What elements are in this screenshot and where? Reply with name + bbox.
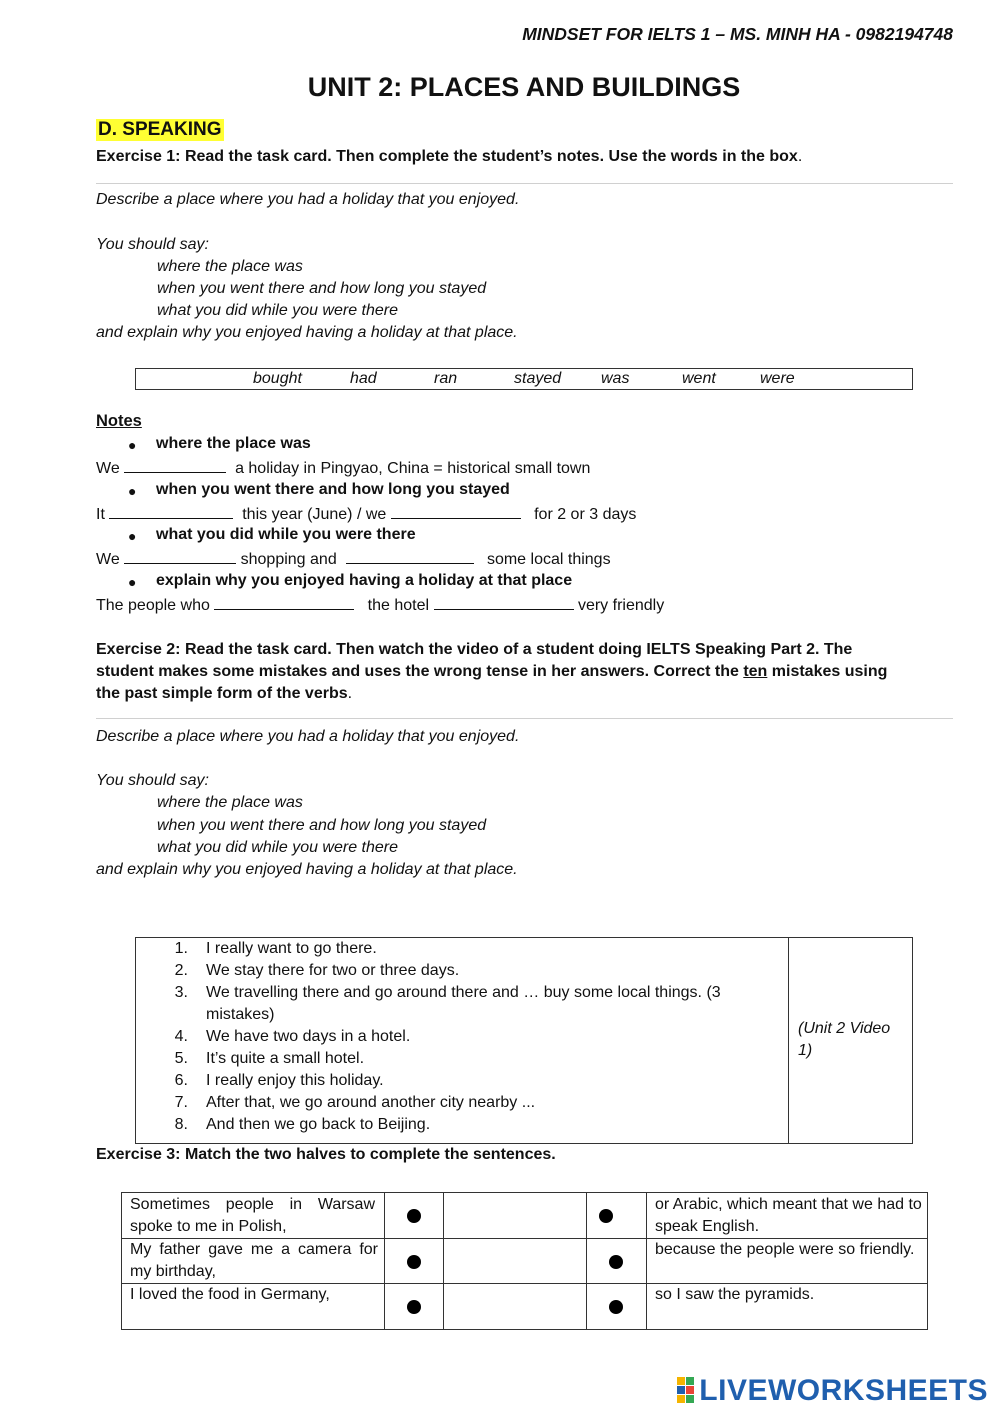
notes-line: We shopping and some local things <box>96 551 611 568</box>
word-option: were <box>760 370 795 387</box>
task-card-say: You should say: <box>96 236 209 253</box>
word-option: ran <box>434 370 458 387</box>
logo-text: LIVEWORKSHEETS <box>699 1374 988 1407</box>
task-card-point: where the place was <box>157 794 303 811</box>
notes-bullet-text: when you went there and how long you stayed <box>156 481 510 498</box>
task-card-point: where the place was <box>157 258 303 275</box>
liveworksheets-logo[interactable] <box>677 1374 988 1408</box>
task-card-point: what you did while you were there <box>157 302 399 319</box>
table-divider <box>443 1193 444 1329</box>
exercise1-instruction: Exercise 1: Read the task card. Then complete the student’s notes. Use the words in the box. <box>96 148 803 165</box>
table-divider <box>586 1193 587 1329</box>
page-header: MINDSET FOR IELTS 1 – MS. MINH HA - 0982194748 <box>522 24 953 44</box>
page-title: UNIT 2: PLACES AND BUILDINGS <box>307 72 741 102</box>
match-dot-right[interactable] <box>609 1300 623 1314</box>
match-right-item: because the people were so friendly. <box>655 1241 915 1258</box>
matching-table <box>121 1192 928 1330</box>
task-card-prompt: Describe a place where you had a holiday that you enjoyed. <box>96 191 520 208</box>
bullet: ● <box>128 437 137 453</box>
notes-line: We a holiday in Pingyao, China = historical small town <box>96 460 591 477</box>
section-heading: D. SPEAKING <box>98 119 222 140</box>
mistakes-table: 1. I really want to go there. 2. We stay there for two or three days. 3. We travelling there and go around there and … buy some local things. (3 mistakes) 4. We have two days in a hotel. 5. It’s quite a small hotel. 6. I really enjoy this holiday. 7. After that, we go around another city nearby ... 8. And then we go back to Beijing. (Unit 2 Video 1) <box>135 937 913 1144</box>
task-card-say: You should say: <box>96 772 209 789</box>
match-dot-left[interactable] <box>407 1255 421 1269</box>
notes-bullet-text: explain why you enjoyed having a holiday at that place <box>156 572 573 589</box>
match-dot-left[interactable] <box>407 1300 421 1314</box>
bullet: ● <box>128 483 137 499</box>
task-card-point: when you went there and how long you stayed <box>157 280 487 297</box>
word-box <box>135 368 913 390</box>
match-left-item: I loved the food in Germany, <box>130 1286 330 1303</box>
word-option: had <box>350 370 377 387</box>
table-divider <box>384 1193 385 1329</box>
notes-line: It this year (June) / we for 2 or 3 days <box>96 506 637 523</box>
word-option: bought <box>253 370 302 387</box>
task-card-explain: and explain why you enjoyed having a holiday at that place. <box>96 324 518 341</box>
exercise3-instruction: Exercise 3: Match the two halves to complete the sentences. <box>96 1146 556 1163</box>
word-option: was <box>601 370 630 387</box>
notes-bullet-text: where the place was <box>156 435 311 452</box>
video-reference: (Unit 2 Video 1) <box>798 1020 891 1059</box>
blank-input[interactable] <box>124 549 236 564</box>
table-divider <box>646 1193 647 1329</box>
match-dot-right[interactable] <box>609 1255 623 1269</box>
task-card-explain: and explain why you enjoyed having a holiday at that place. <box>96 861 518 878</box>
task-card-point: what you did while you were there <box>157 839 399 856</box>
table-divider <box>788 938 789 1143</box>
notes-bullet-text: what you did while you were there <box>156 526 416 543</box>
exercise2-instruction: Exercise 2: Read the task card. Then watch the video of a student doing IELTS Speaking Part 2. The student makes some mistakes and uses the wrong tense in her answers. Correct the ten mistakes using the past simple form of the verbs. <box>96 641 888 702</box>
divider <box>96 718 953 719</box>
task-card-prompt: Describe a place where you had a holiday that you enjoyed. <box>96 728 520 745</box>
task-card-point: when you went there and how long you stayed <box>157 817 487 834</box>
notes-heading: Notes <box>96 412 142 430</box>
notes-line: The people who the hotel very friendly <box>96 597 665 614</box>
blank-input[interactable] <box>391 504 521 519</box>
blank-input[interactable] <box>346 549 474 564</box>
blank-input[interactable] <box>124 458 226 473</box>
match-right-item: or Arabic, which meant that we had to speak English. <box>655 1196 922 1235</box>
blank-input[interactable] <box>214 595 354 610</box>
divider <box>96 183 953 184</box>
liveworksheets-icon <box>677 1377 695 1403</box>
match-left-item: My father gave me a camera for my birthday, <box>130 1241 378 1280</box>
word-option: stayed <box>514 370 562 387</box>
word-option: went <box>682 370 716 387</box>
match-right-item: so I saw the pyramids. <box>655 1286 815 1303</box>
blank-input[interactable] <box>434 595 574 610</box>
bullet: ● <box>128 574 137 590</box>
match-dot-left[interactable] <box>407 1209 421 1223</box>
match-left-item: Sometimes people in Warsaw spoke to me in Polish, <box>130 1196 375 1235</box>
match-dot-right[interactable] <box>599 1209 613 1223</box>
blank-input[interactable] <box>109 504 233 519</box>
bullet: ● <box>128 528 137 544</box>
